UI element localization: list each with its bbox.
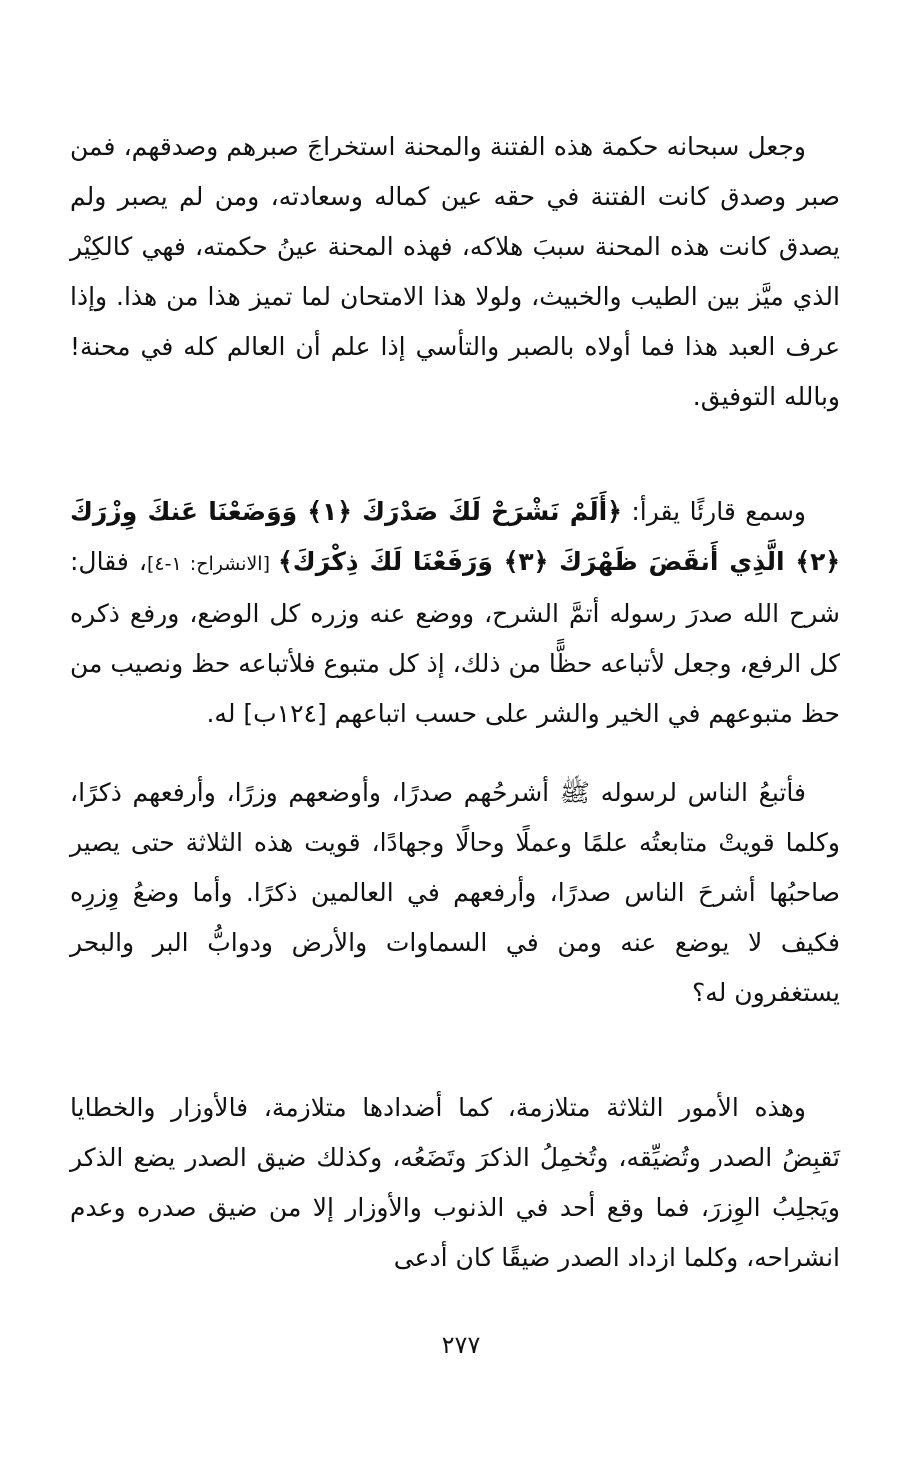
paragraph-3-text: فأتبعُ الناس لرسوله ﷺ أشرحُهم صدرًا، وأوضعهم وزرًا، وأرفعهم ذكرًا، وكلما قويتْ متابعتُه علمًا وعملًا وحالًا وجهادًا، قويت هذه الثلاثة حتى يصير صاحبُها أشرحَ الناس صدرًا، وأرفعهم في العالمين ذكرًا. وأما وضعُ وِزرِه فكيف لا يوضع عنه ومن في السماوات والأرض ودوابُّ البر والبحر يستغفرون له؟: [70, 778, 840, 1007]
quran-verse: ﴿أَلَمْ نَشْرَحْ لَكَ صَدْرَكَ ﴿١﴾ وَوَضَعْنَا عَنكَ وِزْرَكَ ﴿٢﴾ الَّذِي أَنقَضَ ظَهْرَكَ ﴿٣﴾ وَرَفَعْنَا لَكَ ذِكْرَكَ﴾: [70, 497, 840, 576]
paragraph-4-text: وهذه الأمور الثلاثة متلازمة، كما أضدادها متلازمة، فالأوزار والخطايا تَقبِضُ الصدر وتُضيِّقه، وتُخمِلُ الذكرَ وتَضَعُه، وكذلك ضيق الصدر يضع الذكر ويَجلِبُ الوِزرَ، فما وقع أحد في الذنوب والأوزار إلا من ضيق صدره وعدم انشراحه، وكلما ازداد الصدر ضيقًا كان أدعى: [70, 1093, 840, 1272]
verse-citation: [الانشراح: ١-٤]: [146, 553, 279, 575]
paragraph-2-intro: وسمع قارئًا يقرأ:: [621, 497, 807, 526]
paragraph-3: [70, 768, 840, 1068]
paragraph-4: [70, 1083, 840, 1303]
paragraph-1-text: وجعل سبحانه حكمة هذه الفتنة والمحنة استخراجَ صبرهم وصدقهم، فمن صبر وصدق كانت الفتنة في حقه عين كماله وسعادته، ومن لم يصبر ولم يصدق كانت هذه المحنة سببَ هلاكه، فهذه المحنة عينُ حكمته، فهي كالكِيْر الذي ميَّز بين الطيب والخبيث، ولولا هذا الامتحان لما تميز هذا من هذا. وإذا عرف العبد هذا فما أولاه بالصبر والتأسي إذا علم أن العالم كله في محنة! وبالله التوفيق.: [70, 132, 840, 411]
paragraph-2-text: [70, 487, 840, 739]
paragraph-1: [70, 122, 840, 472]
paragraph-2: [70, 487, 840, 752]
page-number: ٢٧٧: [441, 1331, 481, 1359]
paragraph-2-rest: ، فقال: شرح الله صدرَ رسوله أتمَّ الشرح، ووضع عنه وزره كل الوضع، ورفع ذكره كل الرفع، وجعل لأتباعه حظًّا من ذلك، إذ كل متبوع فلأتباعه حظ ونصيب من حظ متبوعهم في الخير والشر على حسب اتباعهم [١٢٤ب] له.: [70, 547, 840, 728]
